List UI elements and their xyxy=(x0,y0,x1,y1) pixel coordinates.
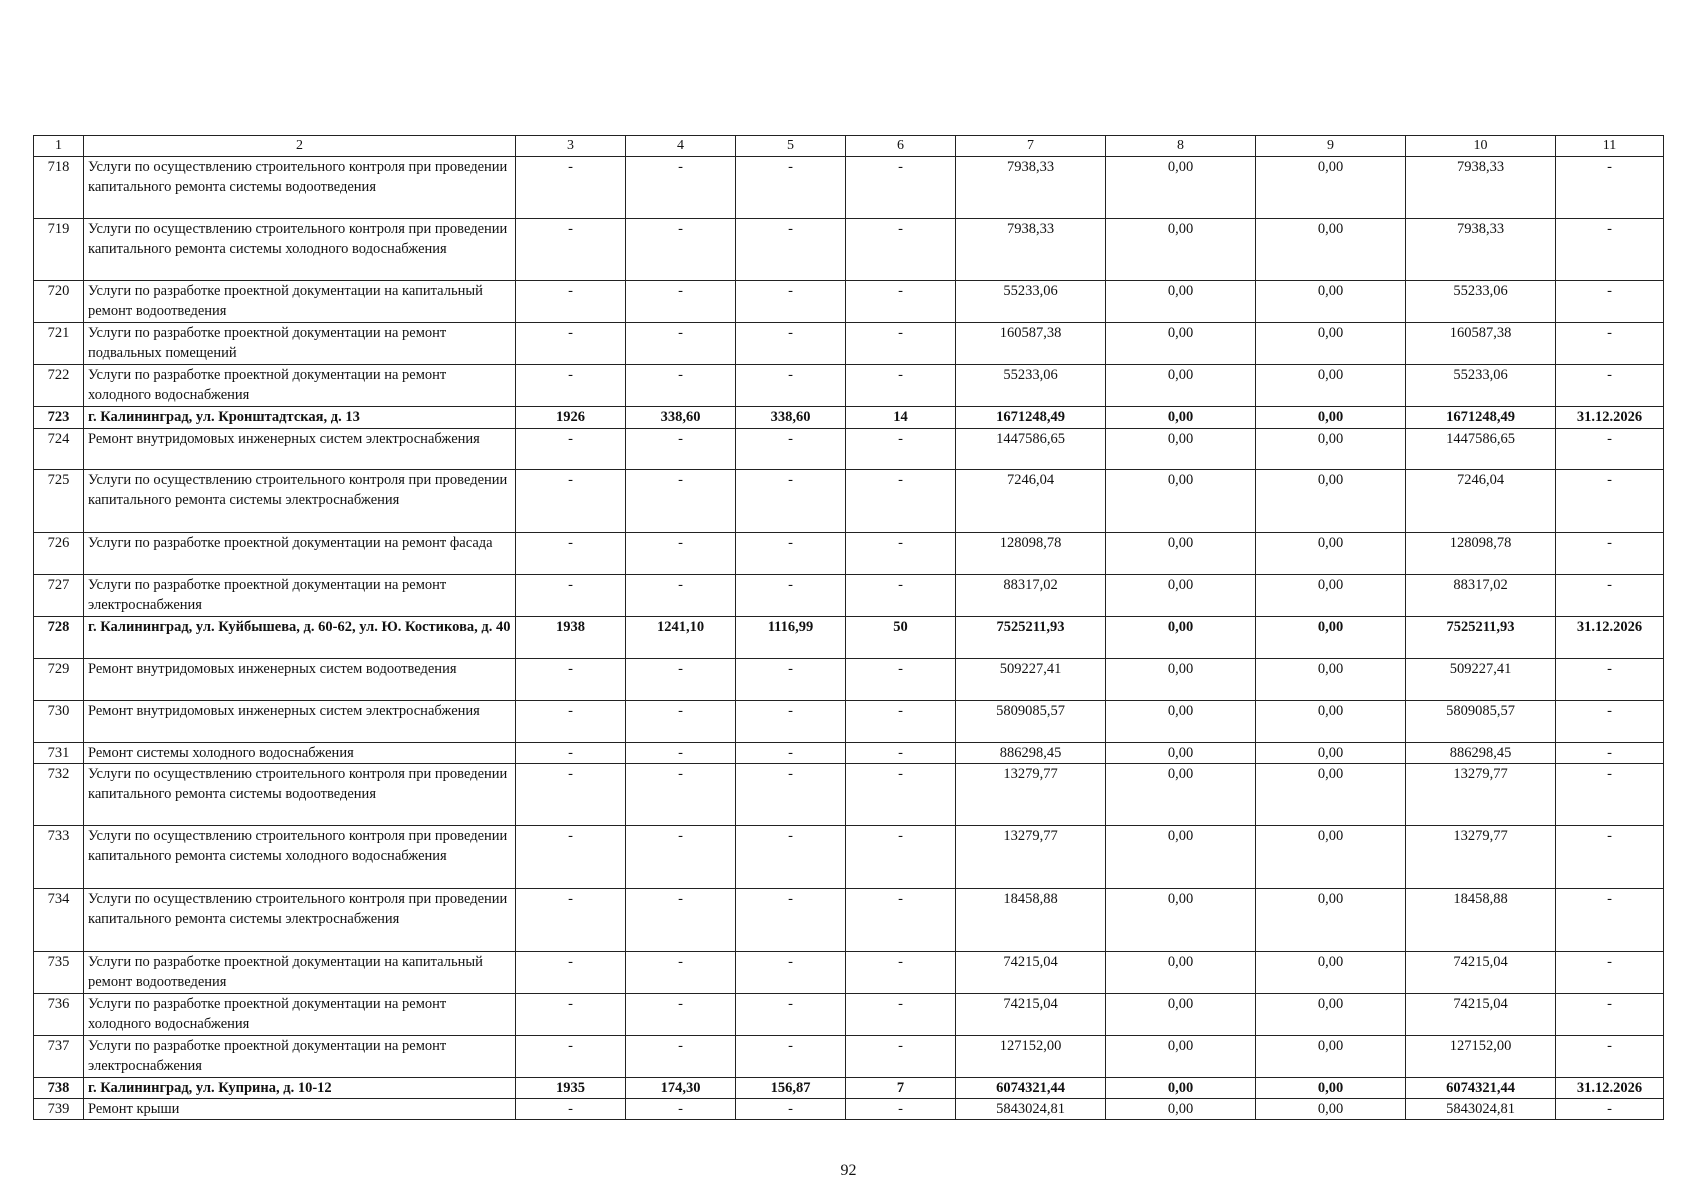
total-cost: 160587,38 xyxy=(956,323,1106,365)
row-number: 735 xyxy=(34,952,84,994)
total-cost: 13279,77 xyxy=(956,826,1106,889)
regional-funds: 0,00 xyxy=(1256,743,1406,764)
total-cost: 1671248,49 xyxy=(956,407,1106,429)
work-name: Услуги по осуществлению строительного контроля при проведении капитального ремонта системы водоотведения xyxy=(84,157,516,219)
table-row xyxy=(34,575,1664,617)
living-area: - xyxy=(736,219,846,281)
owner-funds: 1671248,49 xyxy=(1406,407,1556,429)
work-name: Ремонт системы холодного водоснабжения xyxy=(84,743,516,764)
living-area: 338,60 xyxy=(736,407,846,429)
total-area: 1241,10 xyxy=(626,617,736,659)
row-number: 738 xyxy=(34,1078,84,1099)
total-cost: 55233,06 xyxy=(956,365,1106,407)
regional-funds: 0,00 xyxy=(1256,617,1406,659)
total-cost: 6074321,44 xyxy=(956,1078,1106,1099)
owner-funds: 6074321,44 xyxy=(1406,1078,1556,1099)
regional-funds: 0,00 xyxy=(1256,701,1406,743)
year-built: - xyxy=(516,429,626,470)
owner-funds: 55233,06 xyxy=(1406,365,1556,407)
year-built: 1938 xyxy=(516,617,626,659)
regional-funds: 0,00 xyxy=(1256,323,1406,365)
total-area: - xyxy=(626,659,736,701)
owner-funds: 509227,41 xyxy=(1406,659,1556,701)
year-built: - xyxy=(516,952,626,994)
regional-funds: 0,00 xyxy=(1256,157,1406,219)
total-area: - xyxy=(626,1099,736,1120)
owner-funds: 88317,02 xyxy=(1406,575,1556,617)
work-name: г. Калининград, ул. Куйбышева, д. 60-62, ул. Ю. Костикова, д. 40 xyxy=(84,617,516,659)
total-area: - xyxy=(626,157,736,219)
completion-date: - xyxy=(1556,764,1664,826)
owner-funds: 7246,04 xyxy=(1406,470,1556,533)
federal-funds: 0,00 xyxy=(1106,1099,1256,1120)
column-number: 6 xyxy=(846,136,956,157)
residents-count: - xyxy=(846,889,956,952)
total-area: - xyxy=(626,1036,736,1078)
total-cost: 5809085,57 xyxy=(956,701,1106,743)
row-number: 726 xyxy=(34,533,84,575)
federal-funds: 0,00 xyxy=(1106,617,1256,659)
regional-funds: 0,00 xyxy=(1256,952,1406,994)
residents-count: - xyxy=(846,764,956,826)
row-number: 737 xyxy=(34,1036,84,1078)
table-row xyxy=(34,952,1664,994)
residents-count: - xyxy=(846,157,956,219)
regional-funds: 0,00 xyxy=(1256,407,1406,429)
living-area: 1116,99 xyxy=(736,617,846,659)
total-area: - xyxy=(626,952,736,994)
year-built: - xyxy=(516,659,626,701)
total-area: - xyxy=(626,994,736,1036)
year-built: - xyxy=(516,157,626,219)
year-built: - xyxy=(516,764,626,826)
federal-funds: 0,00 xyxy=(1106,1078,1256,1099)
work-name: г. Калининград, ул. Куприна, д. 10-12 xyxy=(84,1078,516,1099)
work-name: Ремонт внутридомовых инженерных систем электроснабжения xyxy=(84,701,516,743)
total-cost: 7938,33 xyxy=(956,219,1106,281)
federal-funds: 0,00 xyxy=(1106,429,1256,470)
residents-count: - xyxy=(846,952,956,994)
living-area: - xyxy=(736,533,846,575)
year-built: - xyxy=(516,826,626,889)
table-row xyxy=(34,701,1664,743)
owner-funds: 13279,77 xyxy=(1406,826,1556,889)
work-name: Услуги по осуществлению строительного контроля при проведении капитального ремонта системы водоотведения xyxy=(84,764,516,826)
completion-date: - xyxy=(1556,889,1664,952)
owner-funds: 7938,33 xyxy=(1406,219,1556,281)
completion-date: - xyxy=(1556,1099,1664,1120)
row-number: 728 xyxy=(34,617,84,659)
table-row xyxy=(34,826,1664,889)
total-area: 174,30 xyxy=(626,1078,736,1099)
living-area: - xyxy=(736,659,846,701)
year-built: - xyxy=(516,323,626,365)
residents-count: - xyxy=(846,826,956,889)
residents-count: - xyxy=(846,1036,956,1078)
row-number: 721 xyxy=(34,323,84,365)
living-area: - xyxy=(736,429,846,470)
regional-funds: 0,00 xyxy=(1256,219,1406,281)
residents-count: - xyxy=(846,994,956,1036)
residents-count: - xyxy=(846,281,956,323)
residents-count: - xyxy=(846,743,956,764)
federal-funds: 0,00 xyxy=(1106,826,1256,889)
regional-funds: 0,00 xyxy=(1256,281,1406,323)
year-built: - xyxy=(516,889,626,952)
column-number: 4 xyxy=(626,136,736,157)
work-name: г. Калининград, ул. Кронштадтская, д. 13 xyxy=(84,407,516,429)
row-number: 724 xyxy=(34,429,84,470)
residents-count: - xyxy=(846,575,956,617)
year-built: - xyxy=(516,533,626,575)
completion-date: - xyxy=(1556,429,1664,470)
column-number-header-row xyxy=(34,136,1664,157)
residents-count: 50 xyxy=(846,617,956,659)
column-number: 9 xyxy=(1256,136,1406,157)
owner-funds: 1447586,65 xyxy=(1406,429,1556,470)
table-row xyxy=(34,365,1664,407)
regional-funds: 0,00 xyxy=(1256,994,1406,1036)
regional-funds: 0,00 xyxy=(1256,429,1406,470)
federal-funds: 0,00 xyxy=(1106,365,1256,407)
living-area: - xyxy=(736,743,846,764)
table-row xyxy=(34,323,1664,365)
owner-funds: 7525211,93 xyxy=(1406,617,1556,659)
column-number: 3 xyxy=(516,136,626,157)
completion-date: - xyxy=(1556,994,1664,1036)
work-name: Ремонт внутридомовых инженерных систем электроснабжения xyxy=(84,429,516,470)
table-row xyxy=(34,1078,1664,1099)
work-name: Услуги по осуществлению строительного контроля при проведении капитального ремонта системы холодного водоснабжения xyxy=(84,219,516,281)
owner-funds: 128098,78 xyxy=(1406,533,1556,575)
row-number: 736 xyxy=(34,994,84,1036)
owner-funds: 886298,45 xyxy=(1406,743,1556,764)
total-cost: 886298,45 xyxy=(956,743,1106,764)
total-cost: 74215,04 xyxy=(956,994,1106,1036)
table-row xyxy=(34,157,1664,219)
total-area: - xyxy=(626,826,736,889)
total-cost: 7938,33 xyxy=(956,157,1106,219)
total-cost: 128098,78 xyxy=(956,533,1106,575)
total-area: - xyxy=(626,764,736,826)
federal-funds: 0,00 xyxy=(1106,157,1256,219)
total-cost: 18458,88 xyxy=(956,889,1106,952)
total-area: 338,60 xyxy=(626,407,736,429)
federal-funds: 0,00 xyxy=(1106,323,1256,365)
column-number: 10 xyxy=(1406,136,1556,157)
total-area: - xyxy=(626,281,736,323)
work-name: Ремонт крыши xyxy=(84,1099,516,1120)
owner-funds: 160587,38 xyxy=(1406,323,1556,365)
total-area: - xyxy=(626,533,736,575)
living-area: - xyxy=(736,470,846,533)
owner-funds: 5809085,57 xyxy=(1406,701,1556,743)
residents-count: - xyxy=(846,1099,956,1120)
federal-funds: 0,00 xyxy=(1106,407,1256,429)
work-name: Услуги по разработке проектной документации на капитальный ремонт водоотведения xyxy=(84,281,516,323)
work-name: Услуги по разработке проектной документации на ремонт электроснабжения xyxy=(84,575,516,617)
table-row xyxy=(34,659,1664,701)
living-area: - xyxy=(736,157,846,219)
column-number: 7 xyxy=(956,136,1106,157)
completion-date: - xyxy=(1556,470,1664,533)
table-row xyxy=(34,1036,1664,1078)
federal-funds: 0,00 xyxy=(1106,659,1256,701)
column-number: 1 xyxy=(34,136,84,157)
residents-count: 14 xyxy=(846,407,956,429)
row-number: 719 xyxy=(34,219,84,281)
owner-funds: 5843024,81 xyxy=(1406,1099,1556,1120)
row-number: 733 xyxy=(34,826,84,889)
column-number: 2 xyxy=(84,136,516,157)
federal-funds: 0,00 xyxy=(1106,219,1256,281)
total-area: - xyxy=(626,365,736,407)
row-number: 720 xyxy=(34,281,84,323)
row-number: 739 xyxy=(34,1099,84,1120)
work-name: Услуги по разработке проектной документации на ремонт холодного водоснабжения xyxy=(84,365,516,407)
year-built: - xyxy=(516,365,626,407)
residents-count: - xyxy=(846,533,956,575)
regional-funds: 0,00 xyxy=(1256,826,1406,889)
table-row xyxy=(34,743,1664,764)
column-number: 5 xyxy=(736,136,846,157)
living-area: - xyxy=(736,575,846,617)
row-number: 732 xyxy=(34,764,84,826)
living-area: - xyxy=(736,826,846,889)
table-row xyxy=(34,1099,1664,1120)
total-area: - xyxy=(626,470,736,533)
total-area: - xyxy=(626,889,736,952)
residents-count: 7 xyxy=(846,1078,956,1099)
completion-date: - xyxy=(1556,659,1664,701)
completion-date: - xyxy=(1556,365,1664,407)
table-body xyxy=(34,157,1664,1120)
row-number: 723 xyxy=(34,407,84,429)
federal-funds: 0,00 xyxy=(1106,470,1256,533)
completion-date: 31.12.2026 xyxy=(1556,617,1664,659)
owner-funds: 7938,33 xyxy=(1406,157,1556,219)
total-area: - xyxy=(626,575,736,617)
living-area: - xyxy=(736,1099,846,1120)
total-cost: 7246,04 xyxy=(956,470,1106,533)
total-cost: 74215,04 xyxy=(956,952,1106,994)
living-area: - xyxy=(736,323,846,365)
work-name: Услуги по разработке проектной документации на ремонт электроснабжения xyxy=(84,1036,516,1078)
total-area: - xyxy=(626,219,736,281)
completion-date: - xyxy=(1556,157,1664,219)
work-name: Ремонт внутридомовых инженерных систем водоотведения xyxy=(84,659,516,701)
table-row xyxy=(34,429,1664,470)
completion-date: 31.12.2026 xyxy=(1556,407,1664,429)
work-name: Услуги по осуществлению строительного контроля при проведении капитального ремонта системы холодного водоснабжения xyxy=(84,826,516,889)
regional-funds: 0,00 xyxy=(1256,1078,1406,1099)
table-row xyxy=(34,617,1664,659)
living-area: - xyxy=(736,365,846,407)
year-built: 1935 xyxy=(516,1078,626,1099)
register-table xyxy=(33,135,1664,1120)
year-built: - xyxy=(516,575,626,617)
completion-date: - xyxy=(1556,701,1664,743)
table-row xyxy=(34,889,1664,952)
year-built: - xyxy=(516,281,626,323)
living-area: 156,87 xyxy=(736,1078,846,1099)
column-number: 11 xyxy=(1556,136,1664,157)
total-area: - xyxy=(626,323,736,365)
regional-funds: 0,00 xyxy=(1256,764,1406,826)
completion-date: - xyxy=(1556,743,1664,764)
year-built: - xyxy=(516,470,626,533)
work-name: Услуги по осуществлению строительного контроля при проведении капитального ремонта системы электроснабжения xyxy=(84,889,516,952)
regional-funds: 0,00 xyxy=(1256,365,1406,407)
completion-date: - xyxy=(1556,281,1664,323)
federal-funds: 0,00 xyxy=(1106,952,1256,994)
row-number: 722 xyxy=(34,365,84,407)
living-area: - xyxy=(736,1036,846,1078)
living-area: - xyxy=(736,994,846,1036)
year-built: - xyxy=(516,701,626,743)
owner-funds: 18458,88 xyxy=(1406,889,1556,952)
table-row xyxy=(34,470,1664,533)
living-area: - xyxy=(736,889,846,952)
row-number: 729 xyxy=(34,659,84,701)
regional-funds: 0,00 xyxy=(1256,659,1406,701)
federal-funds: 0,00 xyxy=(1106,889,1256,952)
total-cost: 7525211,93 xyxy=(956,617,1106,659)
year-built: 1926 xyxy=(516,407,626,429)
row-number: 727 xyxy=(34,575,84,617)
federal-funds: 0,00 xyxy=(1106,994,1256,1036)
residents-count: - xyxy=(846,365,956,407)
federal-funds: 0,00 xyxy=(1106,743,1256,764)
residents-count: - xyxy=(846,659,956,701)
year-built: - xyxy=(516,219,626,281)
federal-funds: 0,00 xyxy=(1106,1036,1256,1078)
federal-funds: 0,00 xyxy=(1106,764,1256,826)
living-area: - xyxy=(736,952,846,994)
total-area: - xyxy=(626,743,736,764)
federal-funds: 0,00 xyxy=(1106,533,1256,575)
table-row xyxy=(34,219,1664,281)
table-row xyxy=(34,764,1664,826)
work-name: Услуги по разработке проектной документации на ремонт фасада xyxy=(84,533,516,575)
page-number: 92 xyxy=(840,1162,857,1179)
work-name: Услуги по разработке проектной документации на ремонт холодного водоснабжения xyxy=(84,994,516,1036)
regional-funds: 0,00 xyxy=(1256,889,1406,952)
owner-funds: 74215,04 xyxy=(1406,994,1556,1036)
living-area: - xyxy=(736,701,846,743)
completion-date: - xyxy=(1556,952,1664,994)
owner-funds: 13279,77 xyxy=(1406,764,1556,826)
completion-date: - xyxy=(1556,575,1664,617)
owner-funds: 127152,00 xyxy=(1406,1036,1556,1078)
row-number: 725 xyxy=(34,470,84,533)
completion-date: - xyxy=(1556,219,1664,281)
completion-date: 31.12.2026 xyxy=(1556,1078,1664,1099)
total-area: - xyxy=(626,701,736,743)
total-cost: 127152,00 xyxy=(956,1036,1106,1078)
federal-funds: 0,00 xyxy=(1106,281,1256,323)
regional-funds: 0,00 xyxy=(1256,470,1406,533)
owner-funds: 55233,06 xyxy=(1406,281,1556,323)
table-row xyxy=(34,533,1664,575)
residents-count: - xyxy=(846,429,956,470)
residents-count: - xyxy=(846,323,956,365)
year-built: - xyxy=(516,994,626,1036)
residents-count: - xyxy=(846,470,956,533)
table-row xyxy=(34,407,1664,429)
regional-funds: 0,00 xyxy=(1256,575,1406,617)
work-name: Услуги по разработке проектной документации на капитальный ремонт водоотведения xyxy=(84,952,516,994)
column-number: 8 xyxy=(1106,136,1256,157)
work-name: Услуги по разработке проектной документации на ремонт подвальных помещений xyxy=(84,323,516,365)
completion-date: - xyxy=(1556,323,1664,365)
total-cost: 55233,06 xyxy=(956,281,1106,323)
regional-funds: 0,00 xyxy=(1256,1036,1406,1078)
living-area: - xyxy=(736,764,846,826)
total-cost: 88317,02 xyxy=(956,575,1106,617)
total-cost: 13279,77 xyxy=(956,764,1106,826)
completion-date: - xyxy=(1556,826,1664,889)
federal-funds: 0,00 xyxy=(1106,701,1256,743)
federal-funds: 0,00 xyxy=(1106,575,1256,617)
year-built: - xyxy=(516,1036,626,1078)
row-number: 730 xyxy=(34,701,84,743)
year-built: - xyxy=(516,1099,626,1120)
residents-count: - xyxy=(846,219,956,281)
total-area: - xyxy=(626,429,736,470)
living-area: - xyxy=(736,281,846,323)
table-row xyxy=(34,281,1664,323)
row-number: 718 xyxy=(34,157,84,219)
year-built: - xyxy=(516,743,626,764)
row-number: 731 xyxy=(34,743,84,764)
residents-count: - xyxy=(846,701,956,743)
total-cost: 5843024,81 xyxy=(956,1099,1106,1120)
owner-funds: 74215,04 xyxy=(1406,952,1556,994)
work-name: Услуги по осуществлению строительного контроля при проведении капитального ремонта системы электроснабжения xyxy=(84,470,516,533)
regional-funds: 0,00 xyxy=(1256,533,1406,575)
table-row xyxy=(34,994,1664,1036)
completion-date: - xyxy=(1556,1036,1664,1078)
row-number: 734 xyxy=(34,889,84,952)
regional-funds: 0,00 xyxy=(1256,1099,1406,1120)
total-cost: 509227,41 xyxy=(956,659,1106,701)
completion-date: - xyxy=(1556,533,1664,575)
total-cost: 1447586,65 xyxy=(956,429,1106,470)
